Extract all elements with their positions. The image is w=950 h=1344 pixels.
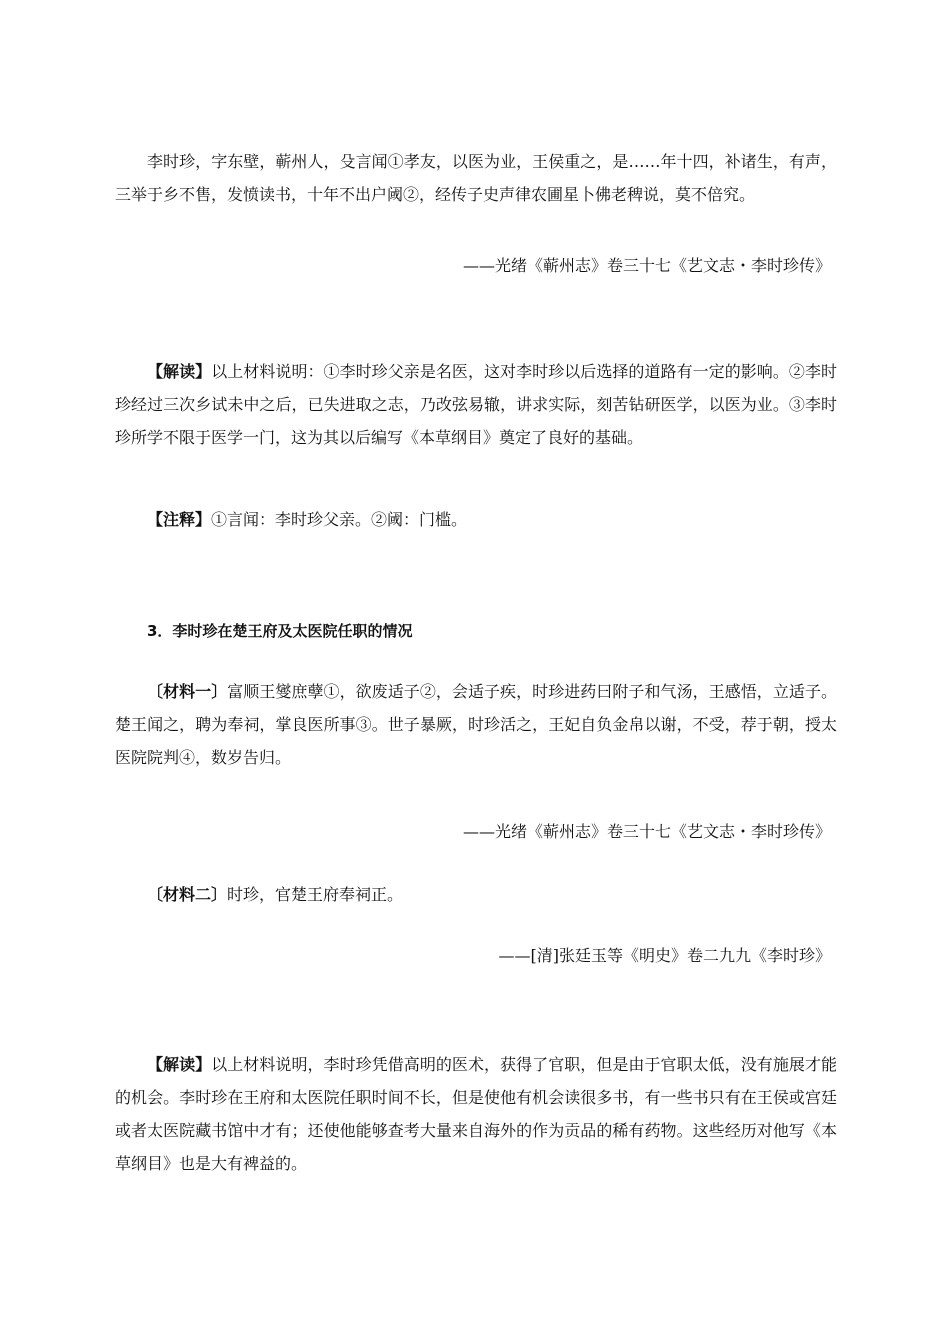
biography-excerpt [115, 145, 837, 211]
annotation-text: ①言闻：李时珍父亲。②阈：门槛。 [211, 510, 468, 529]
section-heading: 3．李时珍在楚王府及太医院任职的情况 [147, 622, 413, 640]
annotation-label: 【注释】 [147, 510, 212, 529]
material-two-source: ——[清]张廷玉等《明史》卷二九九《李时珍》 [498, 946, 831, 965]
material-two-text: 时珍，官楚王府奉祠正。 [227, 885, 404, 904]
material-one-label: 〔材料一〕 [147, 682, 228, 701]
biography-text: 李时珍，字东壁，蕲州人，殳言闻①孝友，以医为业，王侯重之，是……年十四，补诸生，有声，三举于乡不售，发愤读书，十年不出户阈②，经传子史声律农圃星卜佛老稗说，莫不倍究。 [115, 152, 837, 204]
interpretation-2-label: 【解读】 [147, 1055, 212, 1074]
interpretation-2 [115, 1048, 837, 1180]
material-one-source: ——光绪《蕲州志》卷三十七《艺文志・李时珍传》 [462, 822, 831, 841]
biography-source: ——光绪《蕲州志》卷三十七《艺文志・李时珍传》 [462, 256, 831, 275]
material-one-text: 富顺王燮庶孽①，欲废适子②，会适子疾，时珍进药曰附子和气汤，王感悟，立适子。楚王闻之，聘为奉祠，掌良医所事③。世子暴厥，时珍活之，王妃自负金帛以谢，不受，荐于朝，授太医院院判④，数岁告归。 [115, 682, 837, 767]
interpretation-1 [115, 355, 837, 454]
interpretation-1-label: 【解读】 [147, 362, 212, 381]
material-two [115, 878, 837, 911]
material-two-label: 〔材料二〕 [147, 885, 228, 904]
interpretation-1-text: 以上材料说明：①李时珍父亲是名医，这对李时珍以后选择的道路有一定的影响。②李时珍经过三次乡试未中之后，已失进取之志，乃改弦易辙，讲求实际，刻苦钻研医学，以医为业。③李时珍所学不限于医学一门，这为其以后编写《本草纲目》奠定了良好的基础。 [115, 362, 837, 447]
annotation [115, 503, 837, 536]
interpretation-2-text: 以上材料说明，李时珍凭借高明的医术，获得了官职，但是由于官职太低，没有施展才能的机会。李时珍在王府和太医院任职时间不长，但是使他有机会读很多书，有一些书只有在王侯或宫廷或者太医院藏书馆中才有；还使他能够查考大量来自海外的作为贡品的稀有药物。这些经历对他写《本草纲目》也是大有裨益的。 [115, 1055, 837, 1173]
material-one [115, 675, 837, 774]
